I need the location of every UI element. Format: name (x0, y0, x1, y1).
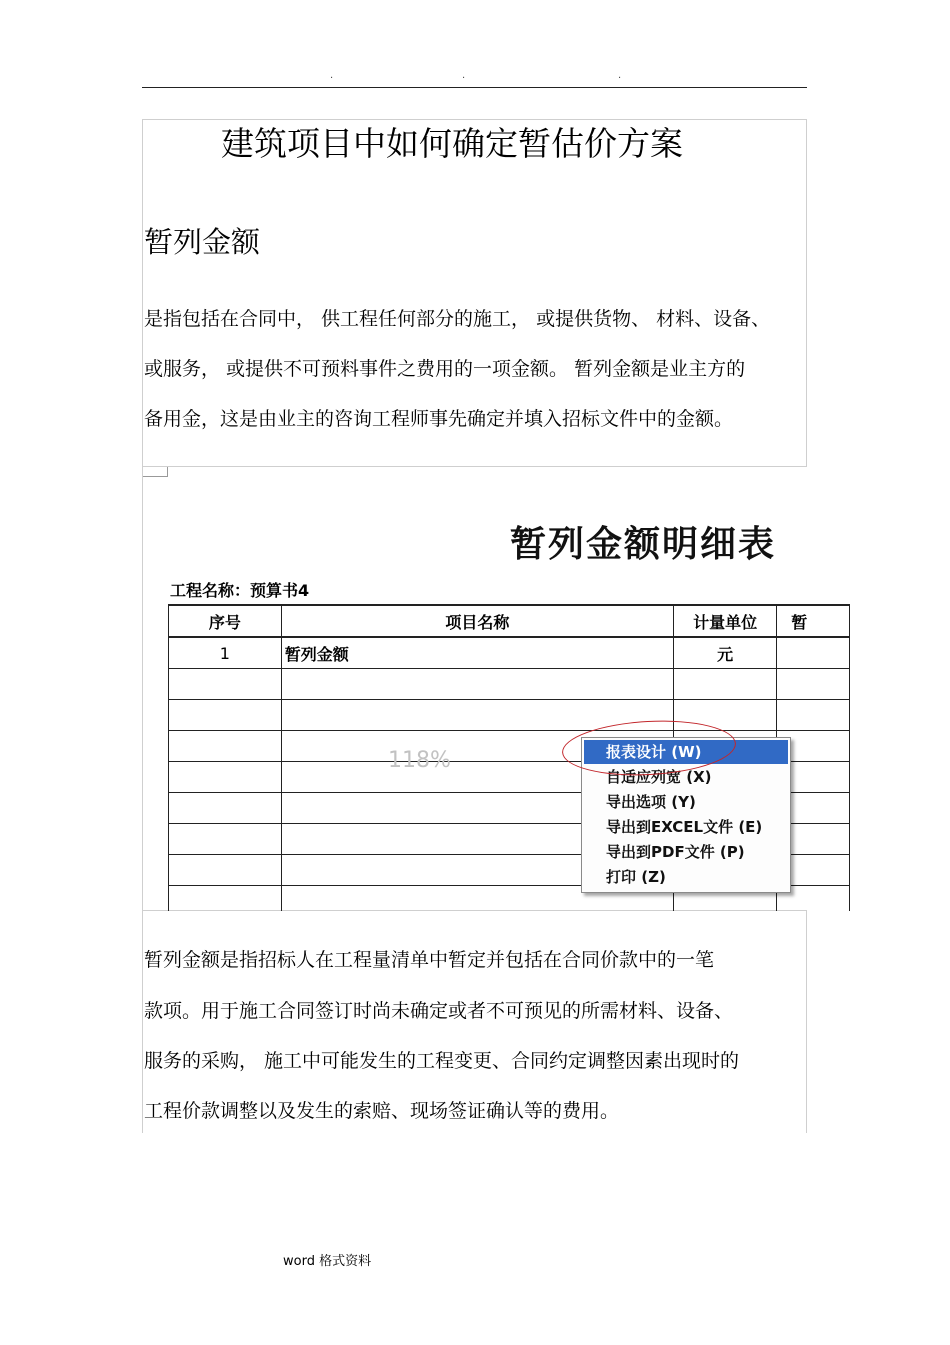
header-dot: . (330, 70, 334, 81)
menu-item-print[interactable]: 打印 (Z) (606, 868, 666, 886)
footer-text: word 格式资料 (283, 1254, 372, 1269)
header-dot: . (618, 70, 622, 81)
intro-line: 或服务， 或提供不可预料事件之费用的一项金额。 暂列金额是业主方的 (144, 358, 746, 380)
table-row (169, 669, 850, 700)
menu-item-export-pdf[interactable]: 导出到PDF文件 (P) (606, 843, 745, 861)
body-line: 工程价款调整以及发生的索赔、现场签证确认等的费用。 (144, 1100, 620, 1122)
menu-item-export-options[interactable]: 导出选项 (Y) (606, 793, 696, 811)
section-heading: 暂列金额 (144, 225, 261, 259)
table-header-row (169, 605, 850, 637)
table-cell: 暂列金额 (281, 637, 673, 669)
intro-line: 是指包括在合同中， 供工程任何部分的施工， 或提供货物、 材料、设备、 (144, 308, 771, 330)
report-title: 暂列金额明细表 (510, 524, 777, 565)
body-line: 款项。用于施工合同签订时尚未确定或者不可预见的所需材料、设备、 (144, 1000, 734, 1022)
intro-line: 备用金，这是由业主的咨询工程师事先确定并填入招标文件中的金额。 (144, 408, 734, 430)
column-header: 计量单位 (674, 605, 777, 637)
menu-item-export-excel[interactable]: 导出到EXCEL文件 (E) (606, 818, 763, 836)
header-dots (142, 70, 807, 88)
column-header: 项目名称 (281, 605, 673, 637)
column-header: 暂 (777, 605, 850, 637)
menu-item-report-design[interactable]: 报表设计 (W) (584, 740, 788, 764)
table-cell (777, 637, 850, 669)
project-name-label: 工程名称：预算书4 (170, 581, 310, 600)
document-title: 建筑项目中如何确定暂估价方案 (221, 124, 683, 163)
column-header: 序号 (169, 605, 282, 637)
header-dot: . (462, 70, 466, 81)
header-rule (142, 87, 807, 88)
body-line: 服务的采购， 施工中可能发生的工程变更、合同约定调整因素出现时的 (144, 1050, 740, 1072)
table-cell: 元 (674, 637, 777, 669)
zoom-watermark: 118% (388, 748, 451, 773)
table-row (169, 637, 850, 669)
menu-item-auto-fit-columns[interactable]: 自适应列宽 (X) (606, 768, 712, 786)
table-cell: 1 (169, 637, 282, 669)
body-line: 暂列金额是指招标人在工程量清单中暂定并包括在合同价款中的一笔 (144, 949, 715, 971)
table-row (169, 700, 850, 731)
